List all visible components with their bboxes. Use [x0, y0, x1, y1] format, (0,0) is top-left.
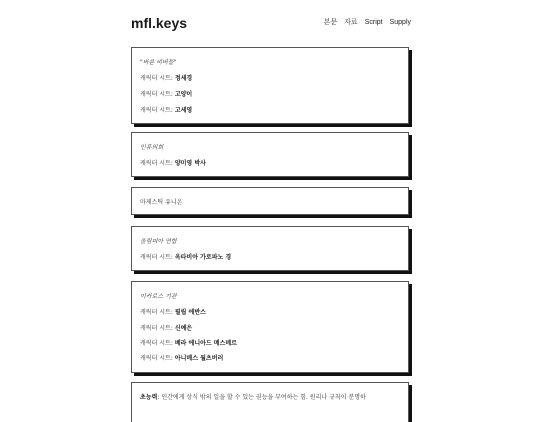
- site-logo[interactable]: mfl.keys: [131, 15, 188, 31]
- character-sheet-row: [140, 252, 231, 261]
- section-title: "바른 비버들": [140, 59, 177, 66]
- character-link[interactable]: 베라 에니아드 메스메르: [174, 340, 237, 347]
- character-link[interactable]: 아니메스 월츠버러: [174, 355, 224, 362]
- nav-link-script[interactable]: Script: [364, 19, 383, 26]
- section-title: 이카로스 기관: [140, 293, 177, 300]
- section-card-icarus-agency: [131, 281, 409, 373]
- section-plain-text: 마제스틱 유니온: [140, 199, 183, 206]
- definition-body: : 인간에게 상식 밖의 일을 할 수 있는 권능을 부여하는 힘. 원리나 규칙이 분명하: [157, 394, 366, 401]
- character-sheet-row: [140, 105, 192, 114]
- character-link[interactable]: 고양이: [174, 91, 193, 98]
- row-label: 캐릭터 시트:: [140, 91, 173, 98]
- definition-term: 초능력: [140, 394, 158, 401]
- character-link[interactable]: 양미영 박사: [174, 160, 206, 167]
- character-sheet-row: [140, 307, 206, 316]
- nav-link-resources[interactable]: 자료: [344, 19, 358, 26]
- character-sheet-row: [140, 89, 192, 98]
- character-sheet-row: [140, 73, 192, 82]
- character-link[interactable]: 신예은: [174, 325, 193, 332]
- nav-link-main[interactable]: 본문: [323, 19, 338, 26]
- row-label: 캐릭터 시트:: [140, 309, 173, 316]
- section-card-human-council: [131, 132, 409, 177]
- character-sheet-row: [140, 323, 192, 332]
- row-label: 캐릭터 시트:: [140, 107, 173, 114]
- row-label: 캐릭터 시트:: [140, 160, 173, 167]
- section-title: 인류의회: [140, 144, 164, 151]
- character-link[interactable]: 고세영: [174, 107, 193, 114]
- section-card-superpower-definition: [131, 382, 409, 422]
- nav-link-supply[interactable]: Supply: [389, 19, 411, 26]
- section-title: 올림피아 연합: [140, 238, 177, 245]
- definition-text: [140, 392, 366, 401]
- character-sheet-row: [140, 353, 223, 362]
- character-link[interactable]: 정세경: [174, 75, 193, 82]
- section-card-bareun-beavers: [131, 47, 409, 124]
- character-sheet-row: [140, 338, 237, 347]
- row-label: 캐릭터 시트:: [140, 75, 173, 82]
- row-label: 캐릭터 시트:: [140, 254, 173, 261]
- site-header: [131, 14, 411, 34]
- character-link[interactable]: 필립 에반스: [174, 309, 206, 316]
- character-link[interactable]: 옥타비아 가로파노 경: [174, 254, 232, 261]
- character-sheet-row: [140, 158, 206, 167]
- section-card-olympia-union: [131, 226, 409, 271]
- row-label: 캐릭터 시트:: [140, 355, 173, 362]
- row-label: 캐릭터 시트:: [140, 325, 173, 332]
- section-card-majestic-union: [131, 187, 409, 215]
- top-nav: [324, 18, 411, 28]
- row-label: 캐릭터 시트:: [140, 340, 173, 347]
